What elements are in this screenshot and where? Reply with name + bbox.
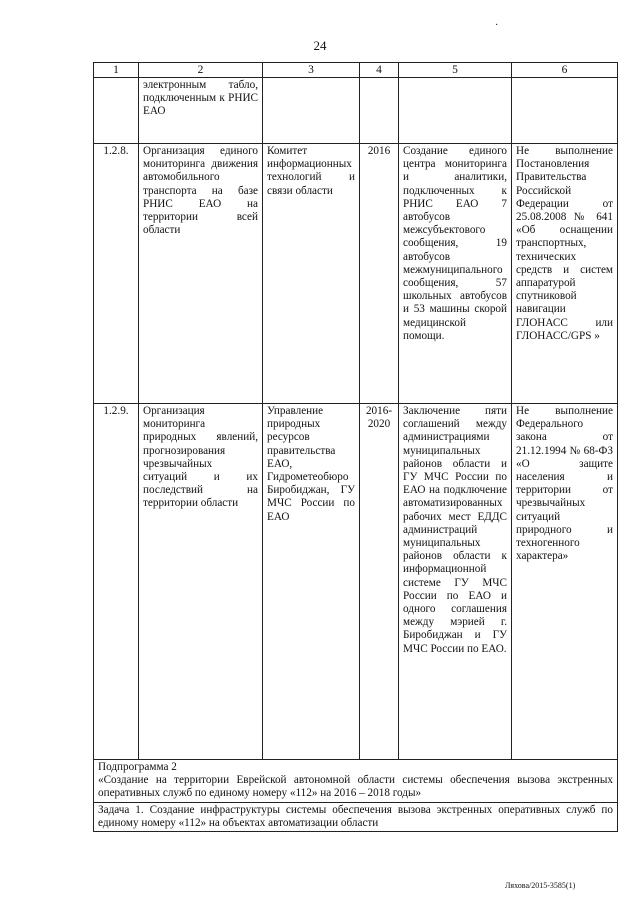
result-cell: Создание единого центра мониторинга и аналитики, подключенных к РНИС ЕАО 7 автобусов межсубъектового сообщения, 19 автобусов межмуниципального сообщения, 57 школьных автобусов и 53 машины скорой медицинской помощи. (399, 144, 512, 404)
consequence-cell: Не выполнение Постановления Правительства Российской Федерации от 25.08.2008 № 641 «Об оснащении транспортных, технических средств и систем аппаратурой спутниковой навигации ГЛОНАСС или ГЛОНАСС/GPS » (512, 144, 618, 404)
table-cell (94, 78, 139, 144)
column-number-header-row (94, 63, 618, 78)
task-cell: Задача 1. Создание инфраструктуры системы обеспечения вызова экстренных оперативных служб по единому номеру «112» на объектах автоматизации области (94, 802, 618, 831)
table-cell (360, 78, 399, 144)
continuation-measure-cell: электронным табло, подключенным к РНИС ЕАО (139, 78, 263, 144)
executor-cell: Комитет информационных технологий и связи области (263, 144, 360, 404)
subprogram-cell (94, 760, 618, 803)
subprogram-label: Подпрограмма 2 (98, 761, 177, 773)
subprogram-title: «Создание на территории Еврейской автономной области системы обеспечения вызова экстренных оперативных служб по единому номеру «112» на 2016 – 2018 годы» (98, 774, 613, 800)
page-number: 24 (313, 38, 327, 53)
table-row (94, 404, 618, 760)
task-row (94, 802, 618, 831)
column-header: 2 (139, 63, 263, 78)
table-row (94, 144, 618, 404)
continuation-row (94, 78, 618, 144)
executor-cell: Управление природных ресурсов правительства ЕАО, Гидрометеобюро Биробиджан, ГУ МЧС России по ЕАО (263, 404, 360, 760)
consequence-cell: Не выполнение Федерального закона от 21.12.1994 № 68-ФЗ «О защите населения и территории от чрезвычайных ситуаций природного и техногенного характера» (512, 404, 618, 760)
scan-dot: · (495, 20, 499, 31)
period-cell: 2016-2020 (360, 404, 399, 760)
column-header: 6 (512, 63, 618, 78)
column-header: 4 (360, 63, 399, 78)
table-cell (263, 78, 360, 144)
subprogram-row (94, 760, 618, 803)
table-cell (399, 78, 512, 144)
result-cell: Заключение пяти соглашений между администрациями муниципальных районов области и ГУ МЧС России по ЕАО на подключение автоматизированных рабочих мест ЕДДС администраций муниципальных районов области к информационной системе ГУ МЧС России по ЕАО и одного соглашения между мэрией г. Биробиджан и ГУ МЧС России по ЕАО. (399, 404, 512, 760)
table-cell (512, 78, 618, 144)
program-measures-table (93, 62, 618, 832)
row-number-cell: 1.2.8. (94, 144, 139, 404)
measure-cell: Организация мониторинга природных явлений, прогнозирования чрезвычайных ситуаций и их последствий на территории области (139, 404, 263, 760)
row-number-cell: 1.2.9. (94, 404, 139, 760)
measure-cell: Организация единого мониторинга движения автомобильного транспорта на базе РНИС ЕАО на территории всей области (139, 144, 263, 404)
period-cell: 2016 (360, 144, 399, 404)
column-header: 3 (263, 63, 360, 78)
column-header: 5 (399, 63, 512, 78)
document-footer-code: Ляхова/2015-3585(1) (505, 881, 576, 890)
column-header: 1 (94, 63, 139, 78)
